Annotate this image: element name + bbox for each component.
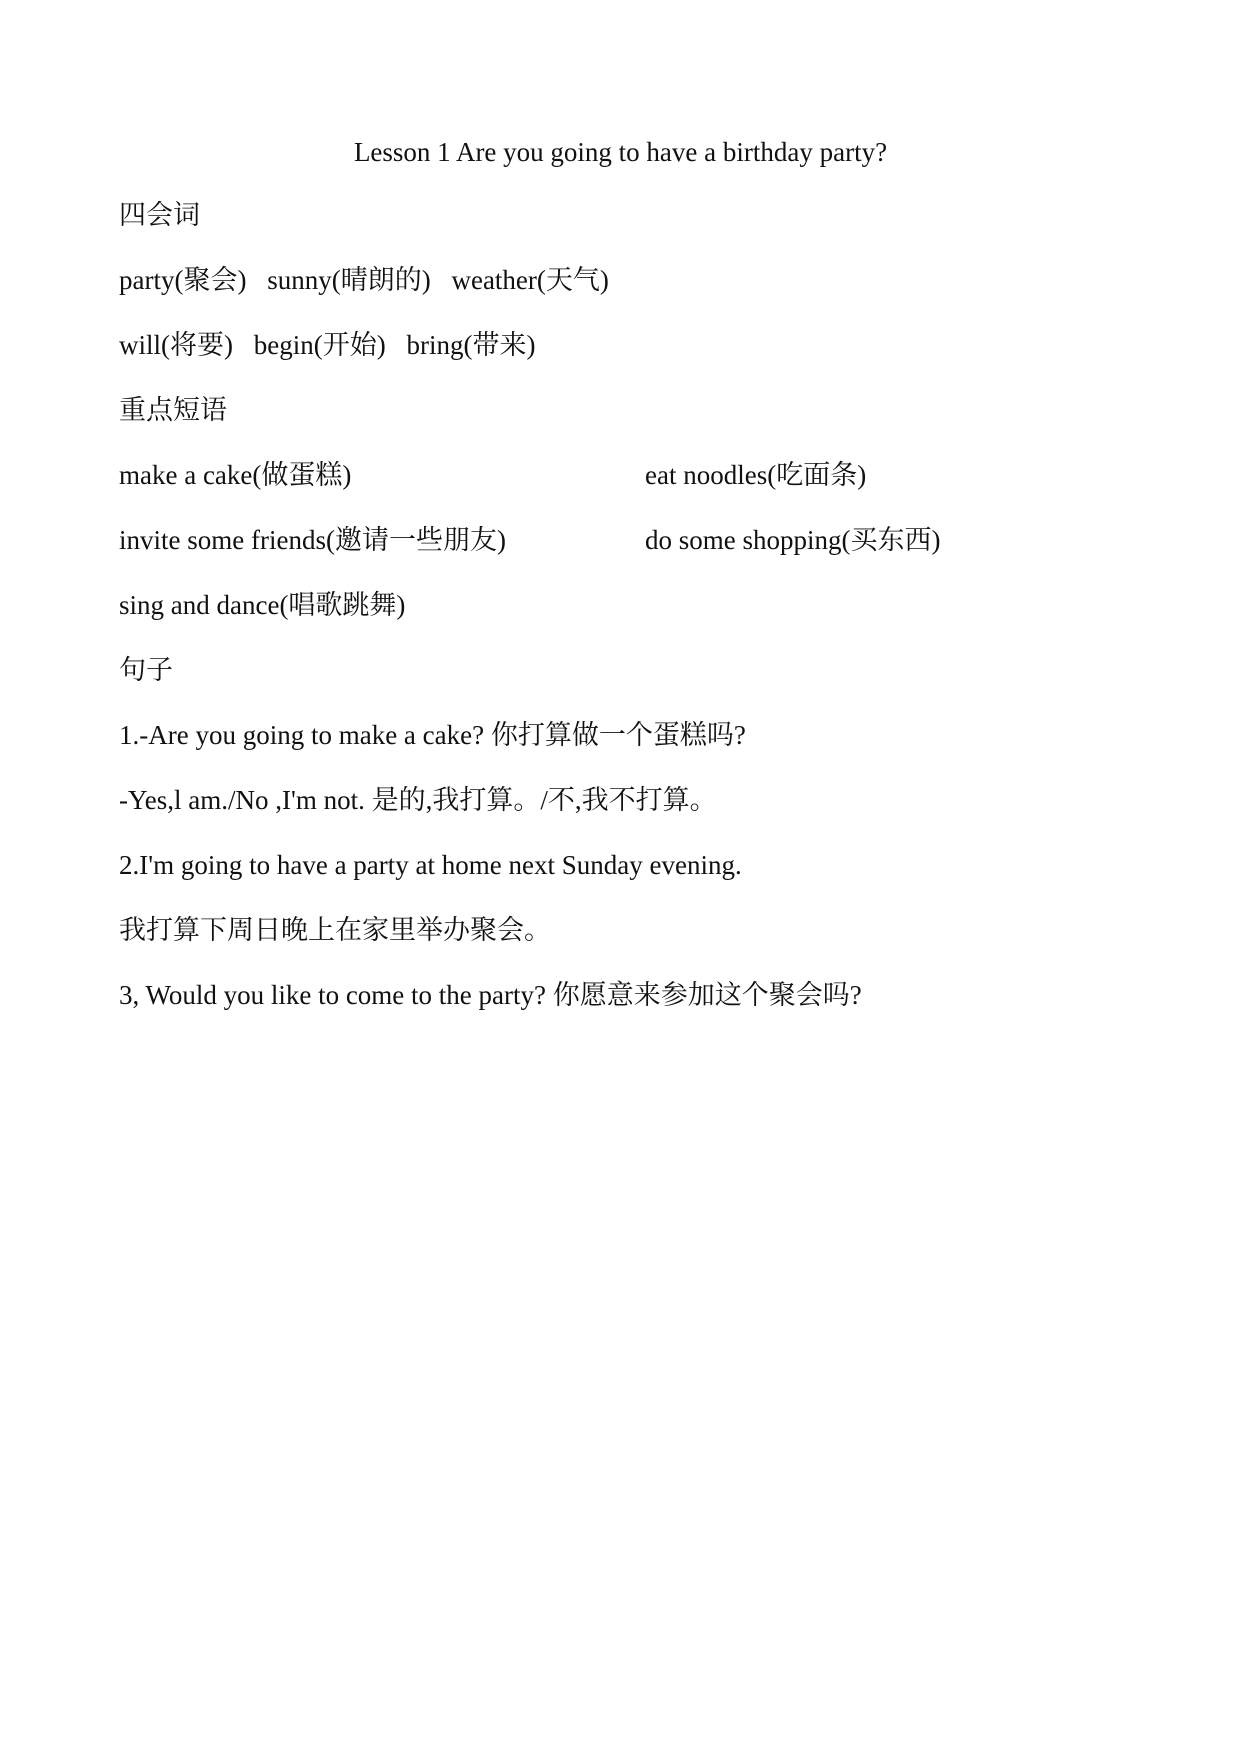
vocab-heading: 四会词 bbox=[119, 200, 200, 230]
phrase-item: do some shopping(买东西) bbox=[645, 525, 941, 555]
phrases-heading: 重点短语 bbox=[119, 395, 227, 425]
vocab-word: weather(天气) bbox=[451, 265, 609, 295]
phrase-item: eat noodles(吃面条) bbox=[645, 460, 867, 490]
vocab-word: bring(带来) bbox=[406, 330, 536, 360]
page-title: Lesson 1 Are you going to have a birthday party? bbox=[353, 137, 888, 167]
phrase-item: make a cake(做蛋糕) bbox=[119, 460, 352, 490]
sentence-line: 3, Would you like to come to the party? 你愿意来参加这个聚会吗? bbox=[119, 980, 862, 1010]
vocab-word: will(将要) bbox=[119, 330, 233, 360]
sentence-line: 2.I'm going to have a party at home next Sunday evening. bbox=[119, 850, 742, 880]
sentence-line: -Yes,l am./No ,I'm not. 是的,我打算。/不,我不打算。 bbox=[119, 785, 717, 815]
sentence-line: 我打算下周日晚上在家里举办聚会。 bbox=[119, 915, 551, 945]
vocab-word: party(聚会) bbox=[119, 265, 247, 295]
vocab-line-1 bbox=[119, 263, 609, 297]
vocab-word: begin(开始) bbox=[253, 330, 386, 360]
phrase-item: sing and dance(唱歌跳舞) bbox=[119, 590, 406, 620]
vocab-line-2 bbox=[119, 328, 535, 362]
sentence-line: 1.-Are you going to make a cake? 你打算做一个蛋糕吗? bbox=[119, 720, 746, 750]
phrase-item: invite some friends(邀请一些朋友) bbox=[119, 525, 506, 555]
sentences-heading: 句子 bbox=[119, 655, 173, 685]
vocab-word: sunny(晴朗的) bbox=[267, 265, 431, 295]
